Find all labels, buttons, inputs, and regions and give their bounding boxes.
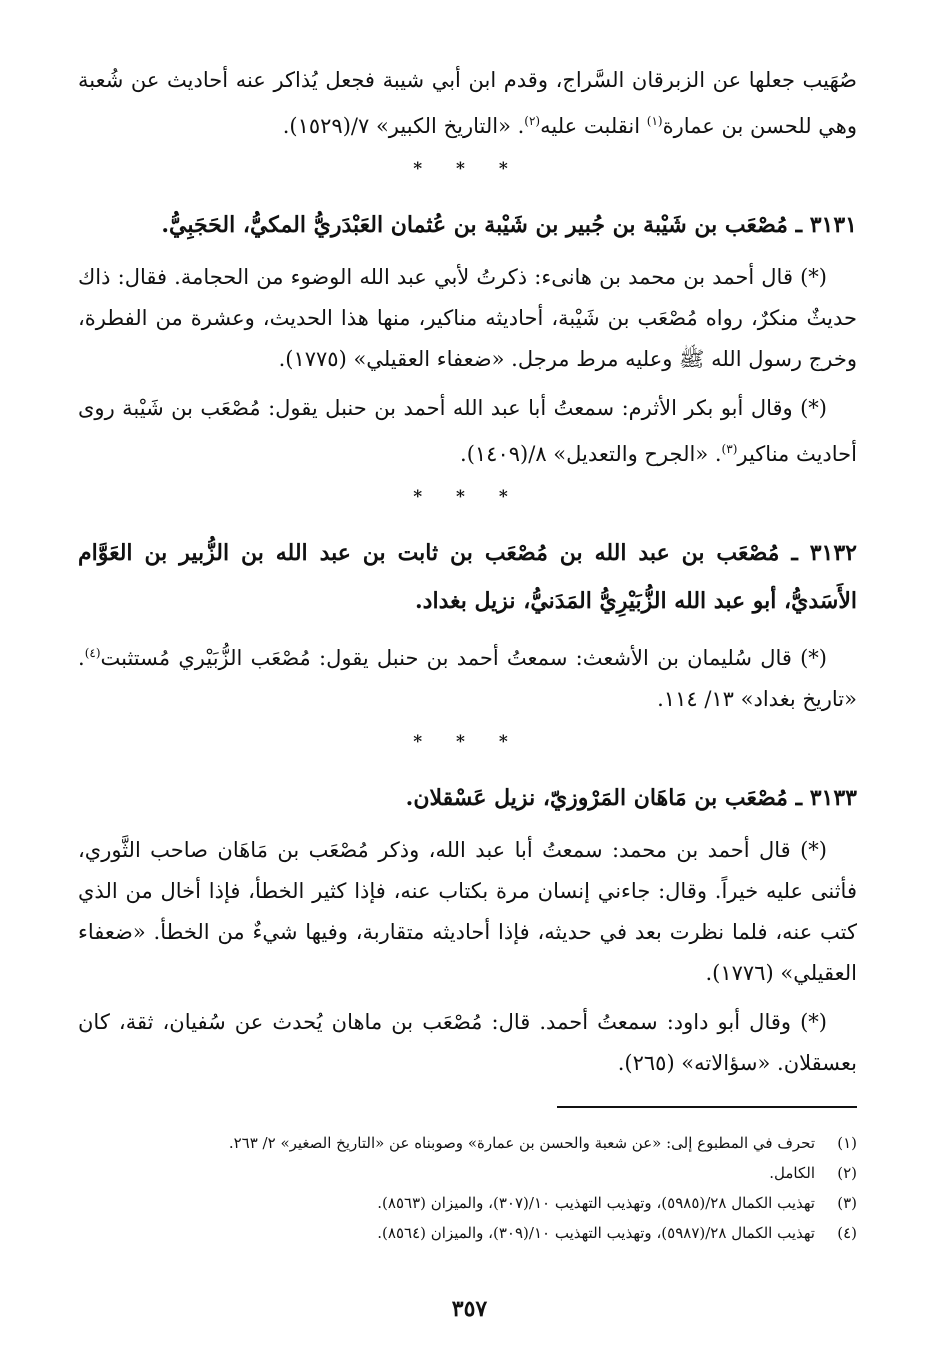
footnotes <box>78 1128 857 1248</box>
footnote-3 <box>78 1188 857 1218</box>
footnote-text: الكامل. <box>769 1164 815 1182</box>
footnote-ref-1: (١) <box>646 114 663 128</box>
entry-3132-paragraph-1 <box>78 633 857 720</box>
entry-3132-paragraph-1-text-a: (*) قال سُليمان بن الأشعث: سمعتُ أحمد بن حنبل يقول: مُصْعَب الزُّبَيْري مُستثبت <box>100 646 827 670</box>
entry-3133-paragraph-1: (*) قال أحمد بن محمد: سمعتُ أبا عبد الله، وذكر مُصْعَب بن مَاهَان صاحب الثَّوري، فأثنى عليه خيراً. وقال: جاءني إنسان مرة بكتاب عنه، فإذا كثير الخطأ، فإذا أخال من الذي كتب عنه، فلما نظرت بعد في حديثه، فإذا أحاديثه متقاربة، وفيها شيءٌ من الخطأ. «ضعفاء العقيلي» (١٧٧٦). <box>78 838 857 985</box>
footnote-number: (٣) <box>837 1194 857 1212</box>
intro-text-a: صُهَيب جعلها عن الزبرقان السَّراج، وقدم ابن أبي شيبة فجعل يُذاكر عنه أحاديث عن شُعبة وهي للحسن بن عمارة <box>78 68 857 138</box>
entry-3131-paragraph-2-text-b: . «الجرح والتعديل» ٨/(١٤٠٩). <box>460 442 722 466</box>
footnote-number: (٤) <box>837 1224 857 1242</box>
entry-3131-paragraph-2-text-a: (*) وقال أبو بكر الأثرم: سمعتُ أبا عبد الله أحمد بن حنبل يقول: مُصْعَب بن شَيْبة روى أحاديث مناكير <box>78 396 857 466</box>
entry-3131-heading: ٣١٣١ ـ مُصْعَب بن شَيْبة بن جُبير بن شَيْبة بن عُثمان العَبْدَريُّ المكيُّ، الحَجَبِيُّ. <box>161 212 857 238</box>
footnote-4 <box>78 1218 857 1248</box>
entry-3132-paragraph-1-text-b: . «تاريخ بغداد» ١٣/ ١١٤. <box>78 646 857 711</box>
entry-3131-paragraph-2 <box>78 388 857 475</box>
intro-text-b: انقلبت عليه <box>540 114 647 138</box>
footnote-text: تهذيب الكمال ٢٨/(٥٩٨٧)، وتهذيب التهذيب ١٠/(٣٠٩)، والميزان (٨٥٦٤). <box>377 1224 815 1242</box>
entry-3131-paragraph-1: (*) قال أحمد بن محمد بن هانىء: ذكرتُ لأبي عبد الله الوضوء من الحجامة. فقال: ذاك حديثٌ منكرٌ، رواه مُصْعَب بن شَيْبة، أحاديثه مناكير، منها هذا الحديث، وعشرة من الفطرة، وخرج رسول الله ﷺ وعليه مرط مرجل. «ضعفاء العقيلي» (١٧٧٥). <box>78 265 857 371</box>
footnote-ref-4: (٤) <box>84 646 101 660</box>
section-separator: * * * <box>413 732 522 752</box>
footnote-text: تحرف في المطبوع إلى: «عن شعبة والحسن بن عمارة» وصوبناه عن «التاريخ الصغير» ٢/ ٢٦٣. <box>228 1134 815 1152</box>
entry-3133-heading: ٣١٣٣ ـ مُصْعَب بن مَاهَان المَرْوزيّ، نزيل عَسْقلان. <box>405 785 857 811</box>
entry-3132-heading: ٣١٣٢ ـ مُصْعَب بن عبد الله بن مُصْعَب بن ثابت بن عبد الله بن الزُّبير بن العَوَّام الأَسَديُّ، أبو عبد الله الزُّبَيْرِيُّ المَدَنيُّ، نزيل بغداد. <box>78 540 857 614</box>
footnote-number: (١) <box>837 1134 857 1152</box>
section-separator: * * * <box>413 487 522 507</box>
entry-3133-paragraph-2: (*) وقال أبو داود: سمعتُ أحمد. قال: مُصْعَب بن ماهان يُحدث عن سُفيان، ثقة، كان بعسقلان. «سؤالاته» (٢٦٥). <box>78 1010 857 1075</box>
intro-text-c: . «التاريخ الكبير» ٧/(١٥٢٩). <box>282 114 525 138</box>
intro-paragraph <box>78 60 857 147</box>
footnote-ref-2: (٢) <box>524 114 541 128</box>
page-number: ٣٥٧ <box>451 1296 488 1322</box>
footnote-divider <box>557 1106 857 1108</box>
footnote-text: تهذيب الكمال ٢٨/(٥٩٨٥)، وتهذيب التهذيب ١٠/(٣٠٧)، والميزان (٨٥٦٣). <box>377 1194 815 1212</box>
footnote-number: (٢) <box>837 1164 857 1182</box>
section-separator: * * * <box>413 159 522 179</box>
footnote-1 <box>78 1128 857 1158</box>
footnote-ref-3: (٣) <box>721 442 738 456</box>
footnote-2 <box>78 1158 857 1188</box>
